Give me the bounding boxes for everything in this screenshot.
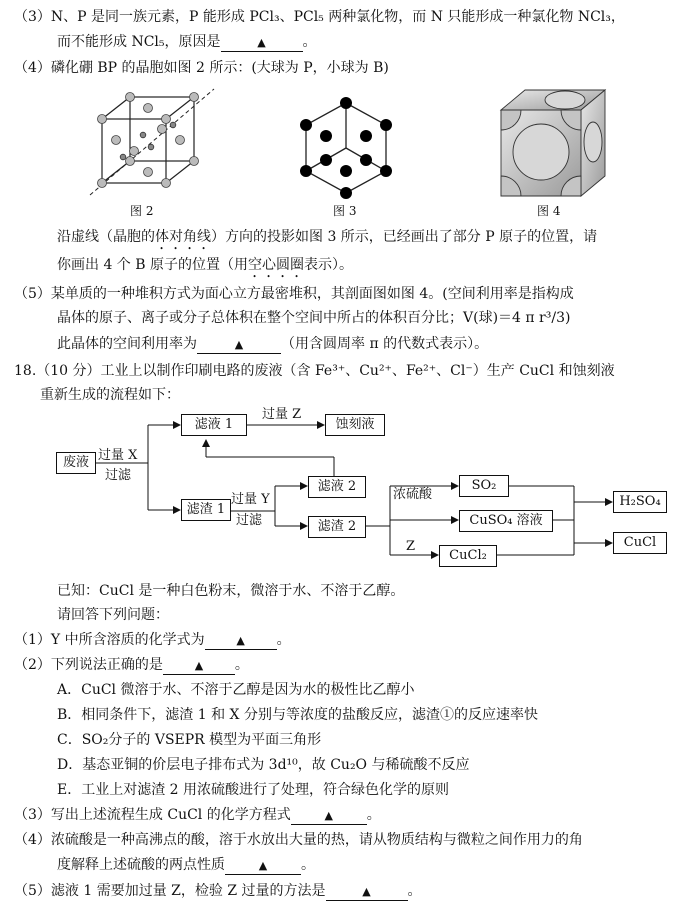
flow-label-excess-y: 过量 Y	[231, 492, 270, 507]
flow-box-cucl2: CuCl₂	[439, 545, 497, 567]
flow-box-filtrate1: 滤液 1	[181, 414, 247, 436]
flow-box-etching: 蚀刻液	[325, 414, 385, 436]
q4-line3: 你画出 4 个 B 原子的位置（用空心圆圈表示）。	[57, 257, 353, 273]
flow-box-residue2: 滤渣 2	[308, 516, 366, 538]
q5-line3: 此晶体的空间利用率为 ▲ （用含圆周率 π 的代数式表示）。	[57, 336, 489, 352]
figure-4-fcc-section	[497, 86, 609, 202]
flow-box-residue1: 滤渣 1	[181, 499, 231, 521]
figure-2-unit-cell	[88, 87, 218, 199]
figure-2-caption: 图 2	[130, 204, 154, 218]
flow-box-waste: 废液	[56, 452, 96, 474]
flow-label-z: Z	[406, 539, 416, 554]
answer-blank[interactable]: ▲	[326, 883, 408, 901]
answer-blank[interactable]: ▲	[221, 34, 303, 52]
q5-line1: （5）某单质的一种堆积方式为面心立方最密堆积，其剖面图如图 4。(空间利用率是指构成	[14, 286, 574, 302]
option-b: B．相同条件下，滤渣 1 和 X 分别与等浓度的盐酸反应，滤渣①的反应速率快	[57, 707, 538, 723]
q3-line2: 而不能形成 NCl₅，原因是 ▲ 。	[57, 34, 317, 50]
flow-label-conc-acid: 浓硫酸	[393, 487, 433, 502]
q18-p2: （2）下列说法正确的是 ▲ 。	[14, 657, 249, 673]
q18-known: 已知：CuCl 是一种白色粉末，微溶于水、不溶于乙醇。	[57, 583, 405, 599]
flow-box-so2: SO₂	[459, 475, 509, 497]
figure-3-caption: 图 3	[333, 204, 357, 218]
flow-box-cucl: CuCl	[613, 532, 667, 554]
option-a: A．CuCl 微溶于水、不溶于乙醇是因为水的极性比乙醇小	[57, 682, 415, 698]
flow-box-cuso4: CuSO₄ 溶液	[459, 510, 553, 532]
figure-3-projection	[296, 95, 396, 200]
q3-line1: （3）N、P 是同一族元素，P 能形成 PCl₃、PCl₅ 两种氯化物，而 N 只能形成一种氯化物 NCl₃，	[14, 9, 625, 25]
q3-text: 而不能形成 NCl₅，原因是	[57, 34, 221, 50]
q4-line1: （4）磷化硼 BP 的晶胞如图 2 所示：(大球为 P，小球为 B)	[14, 60, 389, 76]
answer-blank[interactable]: ▲	[225, 857, 301, 875]
q18-p5: （5）滤液 1 需要加过量 Z，检验 Z 过量的方法是 ▲ 。	[14, 883, 422, 899]
flow-box-h2so4: H₂SO₄	[613, 491, 667, 513]
q18-line1: 18.（10 分）工业上以制作印刷电路的废液（含 Fe³⁺、Cu²⁺、Fe²⁺、Cl⁻）生产 CuCl 和蚀刻液	[14, 363, 615, 379]
figure-4-caption: 图 4	[537, 204, 561, 218]
q4-line2: 沿虚线（晶胞的体对角线）方向的投影如图 3 所示，已经画出了部分 P 原子的位置，请	[57, 229, 598, 245]
q18-p4-line1: （4）浓硫酸是一种高沸点的酸，溶于水放出大量的热，请从物质结构与微粒之间作用力的角	[14, 832, 583, 848]
option-d: D．基态亚铜的价层电子排布式为 3d¹⁰，故 Cu₂O 与稀硫酸不反应	[57, 757, 470, 773]
flow-label-excess-x: 过量 X	[98, 448, 138, 463]
flow-label-filter: 过滤	[236, 513, 263, 528]
q18-prompt: 请回答下列问题：	[57, 607, 169, 623]
option-e: E．工业上对滤渣 2 用浓硫酸进行了处理，符合绿色化学的原则	[57, 782, 450, 798]
answer-blank[interactable]: ▲	[197, 336, 281, 354]
q18-line2: 重新生成的流程如下：	[40, 387, 180, 403]
answer-blank[interactable]: ▲	[205, 632, 277, 650]
answer-blank[interactable]: ▲	[163, 657, 235, 675]
emphasis-text: 空心圆圈	[248, 257, 304, 273]
q18-p1: （1）Y 中所含溶质的化学式为 ▲ 。	[14, 632, 291, 648]
q18-p3: （3）写出上述流程生成 CuCl 的化学方程式 ▲ 。	[14, 807, 381, 823]
flow-box-filtrate2: 滤液 2	[308, 476, 366, 498]
flow-label-excess-z: 过量 Z	[262, 407, 302, 422]
q5-line2: 晶体的原子、离子或分子总体积在整个空间中所占的体积百分比；V(球)＝4 π r³/3)	[57, 310, 571, 326]
answer-blank[interactable]: ▲	[291, 807, 367, 825]
emphasis-text: 体对角线	[155, 229, 211, 245]
option-c: C．SO₂分子的 VSEPR 模型为平面三角形	[57, 732, 322, 748]
q18-p4-line2: 度解释上述硫酸的两点性质 ▲ 。	[57, 857, 315, 873]
flow-label-filter: 过滤	[105, 468, 132, 483]
